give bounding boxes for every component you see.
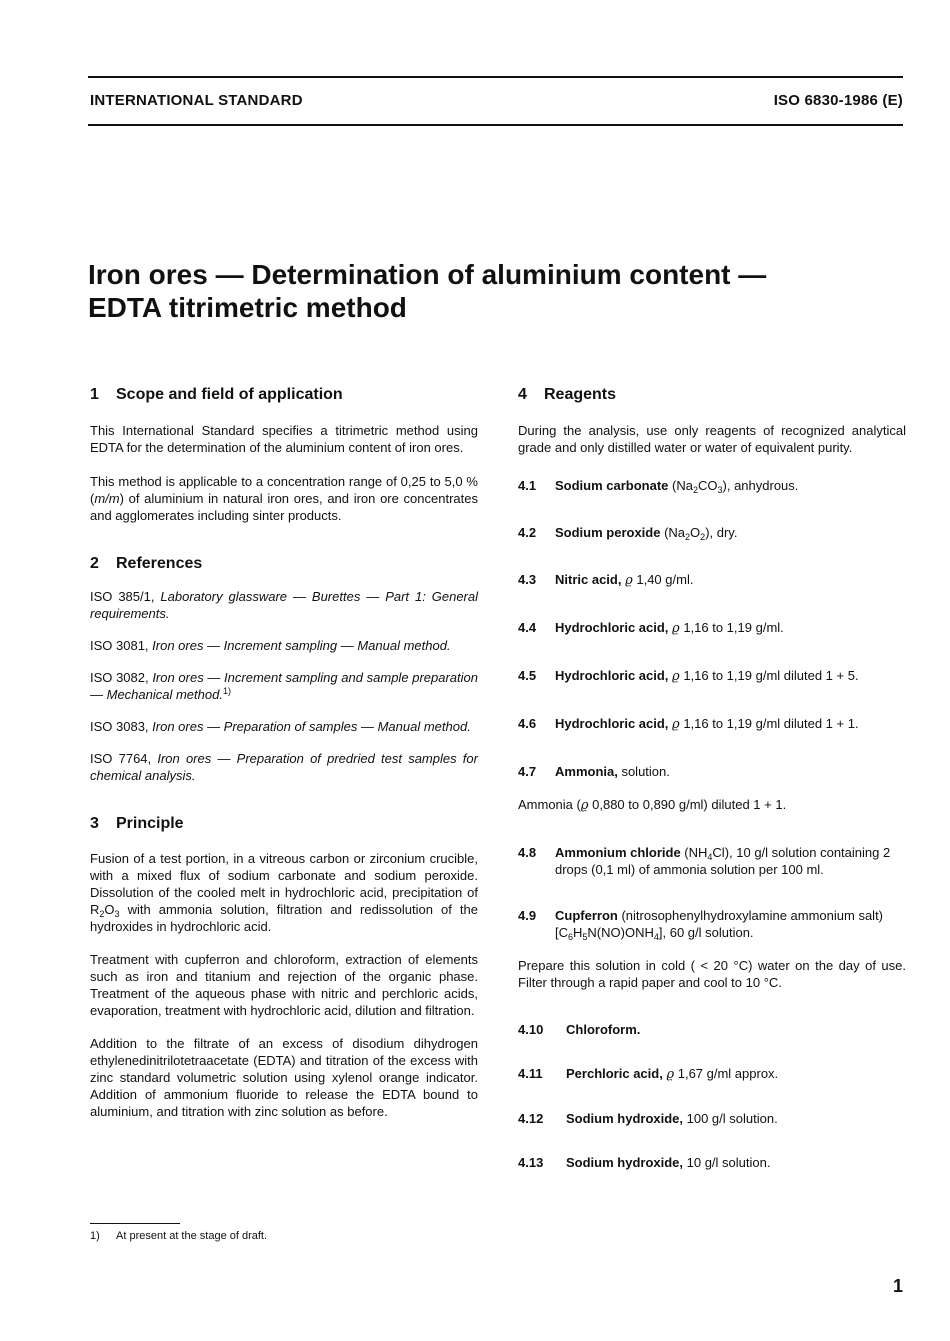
reagent-4-6: 4.6 Hydrochloric acid, ϱ 1,16 to 1,19 g/ml diluted 1 + 1. [518, 716, 859, 732]
right-column [518, 385, 906, 1171]
header-top-rule [88, 76, 903, 78]
section-heading-principle: 3 Principle [90, 815, 184, 832]
section-heading-references: 2 References [90, 555, 203, 572]
footnote-rule [90, 1223, 180, 1224]
reagent-4-4: 4.4 Hydrochloric acid, ϱ 1,16 to 1,19 g/ml. [518, 620, 784, 636]
page-number: 1 [892, 1276, 903, 1296]
reference-iso-385: ISO 385/1, Laboratory glassware — Burettes — Part 1: General requirements. [90, 589, 478, 621]
document-title [88, 258, 898, 324]
scope-paragraph-1: This International Standard specifies a titrimetric method using EDTA for the determination of the aluminium content of iron ores. [90, 423, 478, 455]
header-bottom-rule [88, 124, 903, 126]
reagent-4-5: 4.5 Hydrochloric acid, ϱ 1,16 to 1,19 g/ml diluted 1 + 5. [518, 668, 859, 684]
reagent-4-13: 4.13 Sodium hydroxide, 10 g/l solution. [518, 1155, 771, 1170]
reagent-4-12: 4.12 Sodium hydroxide, 100 g/l solution. [518, 1111, 778, 1126]
scope-paragraph-2: This method is applicable to a concentration range of 0,25 to 5,0 % (m/m) of aluminium in natural iron ores, and iron ore concentrates and agglomerates including sinter products. [90, 474, 478, 523]
reference-iso-7764: ISO 7764, Iron ores — Preparation of predried test samples for chemical analysis. [90, 751, 478, 783]
principle-paragraph-1: Fusion of a test portion, in a vitreous carbon or zirconium crucible, with a mixed flux of sodium carbonate and sodium peroxide. Dissolution of the cooled melt in hydrochloric acid, precipitation of $R_2O_3$ with ammonia solution, filtration and redissolution of the hydroxides in hydrochloric acid. [90, 851, 478, 934]
reference-iso-3083: ISO 3083, Iron ores — Preparation of samples — Manual method. [90, 719, 471, 734]
cupferron-preparation: Prepare this solution in cold ( < 20 °C) water on the day of use. Filter through a rapid paper and cool to 10 °C. [518, 958, 906, 990]
title-line-2: EDTA titrimetric method [88, 292, 407, 323]
principle-paragraph-2: Treatment with cupferron and chloroform, extraction of elements such as iron and titanium and rejection of the organic phase. Treatment of the aqueous phase with nitric and perchloric acids, evaporation, treatment with hydrochloric acid, dilution and filtration. [90, 952, 478, 1018]
header-label: INTERNATIONAL STANDARD [90, 92, 303, 109]
reagent-4-7: 4.7 Ammonia, solution. [518, 764, 670, 779]
reagent-4-10: 4.10 Chloroform. [518, 1022, 641, 1037]
section-heading-scope: 1 Scope and field of application [90, 386, 343, 403]
principle-paragraph-3: Addition to the filtrate of an excess of disodium dihydrogen ethylenedinitrilotetraacetate (EDTA) and titration of the excess with zinc standard volumetric solution using xylenol orange indicator. Addition of ammonium fluoride to release the EDTA bound to aluminium, and titration with zinc solution as before. [90, 1036, 478, 1119]
reagent-4-11: 4.11 Perchloric acid, ϱ 1,67 g/ml approx. [518, 1066, 779, 1082]
reagent-4-3: 4.3 Nitric acid, ϱ 1,40 g/ml. [518, 572, 694, 588]
reagent-4-1: 4.1 Sodium carbonate $(Na_2CO_3)$, anhydrous. [518, 478, 799, 495]
footnote-marker: 1) [222, 686, 231, 696]
section-heading-reagents: 4 Reagents [518, 386, 617, 403]
reference-iso-3081: ISO 3081, Iron ores — Increment sampling — Manual method. [90, 638, 451, 653]
ammonia-dilution: Ammonia (ϱ 0,880 to 0,890 g/ml) diluted 1 + 1. [518, 797, 787, 813]
title-line-1: Iron ores — Determination of aluminium content — [88, 259, 767, 290]
footnote: 1) At present at the stage of draft. [90, 1230, 268, 1242]
reagent-4-2: 4.2 Sodium peroxide $(Na_2O_2)$, dry. [518, 525, 738, 542]
reagents-intro: During the analysis, use only reagents of recognized analytical grade and only distilled water or water of equivalent purity. [518, 423, 906, 455]
standard-number: ISO 6830-1986 (E) [773, 92, 903, 109]
reagent-4-9: 4.9 Cupferron (nitrosophenylhydroxylamine ammonium salt) $[C_6H_5N(NO)ONH_4]$, 60 g/l solution. [518, 908, 884, 942]
reference-iso-3082: ISO 3082, Iron ores — Increment sampling and sample preparation — Mechanical method.$^{1)}$ [90, 670, 479, 702]
left-column [90, 385, 478, 1120]
reagent-4-8: 4.8 Ammonium chloride $(NH_4Cl)$, 10 g/l solution containing 2 drops (0,1 ml) of ammonia solution per 100 ml. [518, 845, 891, 877]
